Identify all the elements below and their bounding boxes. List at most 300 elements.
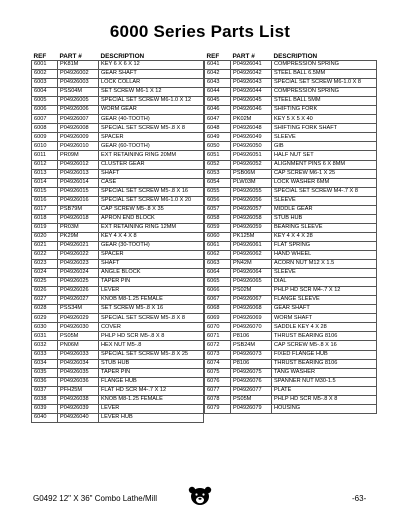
- ref-cell: 6042: [205, 70, 231, 79]
- description-cell: SHIFTING FORK SHAFT: [272, 124, 377, 133]
- ref-cell: 6003: [32, 79, 58, 88]
- ref-cell: 6078: [205, 395, 231, 404]
- ref-cell: 6011: [32, 151, 58, 160]
- part-number-cell: P04926040: [58, 413, 99, 422]
- description-cell: SPECIAL SET SCREW M6-1.0 X 8: [272, 79, 377, 88]
- part-number-cell: PN42M: [231, 260, 272, 269]
- ref-cell: 6031: [32, 332, 58, 341]
- ref-cell: 6051: [205, 151, 231, 160]
- table-row: [32, 314, 204, 323]
- part-number-cell: P04926007: [58, 115, 99, 124]
- description-cell: TAPER PIN: [99, 278, 204, 287]
- ref-cell: 6002: [32, 70, 58, 79]
- part-number-cell: P04926036: [58, 377, 99, 386]
- ref-cell: 6017: [32, 205, 58, 214]
- description-cell: PLATE: [272, 386, 377, 395]
- table-row: [32, 142, 204, 151]
- part-number-cell: P04926016: [58, 196, 99, 205]
- part-number-cell: P04926062: [231, 250, 272, 259]
- ref-cell: 6006: [32, 106, 58, 115]
- description-cell: CLUSTER GEAR: [99, 160, 204, 169]
- ref-cell: 6039: [32, 404, 58, 413]
- ref-cell: 6055: [205, 187, 231, 196]
- part-number-cell: P04926024: [58, 269, 99, 278]
- description-cell: SPECIAL SET SCREW M5-.8 X 8: [99, 314, 204, 323]
- ref-cell: 6074: [205, 359, 231, 368]
- part-number-cell: P04926030: [58, 323, 99, 332]
- table-row: [32, 305, 204, 314]
- description-cell: FIXED FLANGE HUB: [272, 350, 377, 359]
- part-number-cell: P04926029: [58, 314, 99, 323]
- table-row: [32, 350, 204, 359]
- part-number-cell: P04926075: [231, 368, 272, 377]
- table-row: [205, 88, 377, 97]
- description-cell: COMPRESSION SPRING: [272, 88, 377, 97]
- ref-cell: 6076: [205, 377, 231, 386]
- description-cell: ALIGNMENT PINS 6 X 8MM: [272, 160, 377, 169]
- description-cell: SPECIAL SET SCREW M4-.7 X 8: [272, 187, 377, 196]
- table-row: [32, 124, 204, 133]
- table-row: [205, 395, 377, 404]
- description-cell: KNOB M8-1.25 FEMALE: [99, 395, 204, 404]
- ref-cell: 6044: [205, 88, 231, 97]
- table-row: [32, 133, 204, 142]
- ref-cell: 6073: [205, 350, 231, 359]
- description-cell: KNOB M8-1.25 FEMALE: [99, 296, 204, 305]
- table-row: [205, 377, 377, 386]
- ref-cell: 6047: [205, 115, 231, 124]
- part-number-cell: PN06M: [58, 341, 99, 350]
- part-number-cell: P04926012: [58, 160, 99, 169]
- part-number-cell: P04926015: [58, 187, 99, 196]
- ref-cell: 6012: [32, 160, 58, 169]
- ref-cell: 6057: [205, 205, 231, 214]
- description-cell: SPACER: [99, 250, 204, 259]
- part-number-cell: P04926013: [58, 169, 99, 178]
- description-cell: HALF NUT SET: [272, 151, 377, 160]
- ref-cell: 6015: [32, 187, 58, 196]
- description-cell: APRON END BLOCK: [99, 214, 204, 223]
- ref-cell: 6023: [32, 260, 58, 269]
- table-row: [205, 323, 377, 332]
- ref-cell: 6001: [32, 61, 58, 70]
- ref-cell: 6040: [32, 413, 58, 422]
- description-cell: TANG WASHER: [272, 368, 377, 377]
- ref-cell: 6060: [205, 232, 231, 241]
- description-cell: STUB HUB: [272, 214, 377, 223]
- table-row: [205, 205, 377, 214]
- part-number-cell: P04926035: [58, 368, 99, 377]
- part-number-cell: P04926049: [231, 133, 272, 142]
- part-number-cell: PSS34M: [58, 305, 99, 314]
- part-number-cell: PR03M: [58, 223, 99, 232]
- description-cell: SPECIAL SET SCREW M5-.8 X 16: [99, 187, 204, 196]
- page-number: -63-: [352, 494, 367, 503]
- table-row: [205, 187, 377, 196]
- ref-cell: 6050: [205, 142, 231, 151]
- part-number-cell: P04926034: [58, 359, 99, 368]
- parts-table-left: [31, 51, 204, 423]
- ref-cell: 6067: [205, 296, 231, 305]
- table-row: [32, 395, 204, 404]
- description-cell: SHIFTING FORK: [272, 106, 377, 115]
- description-cell: SPECIAL SET SCREW M5-.8 X 8: [99, 124, 204, 133]
- table-row: [32, 341, 204, 350]
- table-row: [205, 314, 377, 323]
- part-number-cell: P04926014: [58, 178, 99, 187]
- table-header-row: [32, 51, 204, 61]
- parts-table-left-body: [32, 61, 204, 423]
- description-cell: GEAR (40-TOOTH): [99, 115, 204, 124]
- ref-cell: 6018: [32, 214, 58, 223]
- part-number-cell: P04926073: [231, 350, 272, 359]
- table-row: [205, 97, 377, 106]
- description-cell: WORM SHAFT: [272, 314, 377, 323]
- ref-cell: 6036: [32, 377, 58, 386]
- part-number-cell: P04926039: [58, 404, 99, 413]
- description-cell: CAP SCREW M5-.8 X 16: [272, 341, 377, 350]
- table-row: [32, 386, 204, 395]
- table-row: [32, 296, 204, 305]
- description-cell: SADDLE KEY 4 X 28: [272, 323, 377, 332]
- page-title: 6000 Series Parts List: [109, 22, 291, 41]
- ref-cell: 6035: [32, 368, 58, 377]
- description-cell: SHAFT: [99, 169, 204, 178]
- ref-cell: 6066: [205, 287, 231, 296]
- description-cell: SLEEVE: [272, 133, 377, 142]
- part-number-cell: P04926052: [231, 160, 272, 169]
- table-row: [32, 332, 204, 341]
- table-row: [205, 160, 377, 169]
- description-cell: ACORN NUT M12 X 1.5: [272, 260, 377, 269]
- table-row: [205, 269, 377, 278]
- part-number-cell: P04926025: [58, 278, 99, 287]
- ref-cell: 6062: [205, 250, 231, 259]
- ref-cell: 6048: [205, 124, 231, 133]
- part-number-header: PART #: [59, 52, 82, 60]
- ref-cell: 6020: [32, 232, 58, 241]
- ref-cell: 6049: [205, 133, 231, 142]
- table-row: [205, 106, 377, 115]
- table-row: [32, 269, 204, 278]
- ref-cell: 6072: [205, 341, 231, 350]
- part-number-cell: P04926048: [231, 124, 272, 133]
- table-row: [205, 124, 377, 133]
- description-cell: DIAL: [272, 278, 377, 287]
- table-row: [32, 404, 204, 413]
- table-row: [205, 79, 377, 88]
- description-cell: LEVER: [99, 404, 204, 413]
- ref-cell: 6071: [205, 332, 231, 341]
- part-number-cell: P04926041: [231, 61, 272, 70]
- part-number-cell: PSB24M: [231, 341, 272, 350]
- description-cell: KEY 4 X 4 X 8: [99, 232, 204, 241]
- description-cell: LOCK WASHER 6MM: [272, 178, 377, 187]
- part-number-cell: P04926003: [58, 79, 99, 88]
- ref-cell: 6075: [205, 368, 231, 377]
- part-number-cell: P04926070: [231, 323, 272, 332]
- table-row: [205, 332, 377, 341]
- part-number-cell: PS05M: [231, 395, 272, 404]
- description-cell: PHLP HD SCR M5-.8 X 8: [272, 395, 377, 404]
- part-number-cell: P04926059: [231, 223, 272, 232]
- table-row: [32, 151, 204, 160]
- ref-cell: 6038: [32, 395, 58, 404]
- description-cell: SLEEVE: [272, 269, 377, 278]
- ref-cell: 6004: [32, 88, 58, 97]
- footer-model: G0492 12" X 36" Combo Lathe/Mill: [33, 494, 157, 503]
- table-row: [32, 359, 204, 368]
- table-row: [205, 232, 377, 241]
- description-cell: BEARING SLEEVE: [272, 223, 377, 232]
- part-number-cell: P04926064: [231, 269, 272, 278]
- description-cell: FLAT HD SCR M4-.7 X 12: [99, 386, 204, 395]
- ref-cell: 6029: [32, 314, 58, 323]
- table-row: [32, 160, 204, 169]
- ref-cell: 6046: [205, 106, 231, 115]
- ref-cell: 6026: [32, 287, 58, 296]
- table-row: [32, 232, 204, 241]
- ref-cell: 6065: [205, 278, 231, 287]
- ref-cell: 6028: [32, 305, 58, 314]
- ref-cell: 6030: [32, 323, 58, 332]
- ref-cell: 6009: [32, 133, 58, 142]
- table-row: [32, 205, 204, 214]
- part-number-cell: P04926061: [231, 241, 272, 250]
- table-row: [32, 287, 204, 296]
- part-number-cell: P04926038: [58, 395, 99, 404]
- part-number-cell: P04926057: [231, 205, 272, 214]
- table-row: [32, 250, 204, 259]
- table-row: [32, 413, 204, 422]
- description-cell: HOUSING: [272, 404, 377, 413]
- part-number-cell: P04926010: [58, 142, 99, 151]
- ref-cell: 6063: [205, 260, 231, 269]
- part-number-cell: P04926068: [231, 305, 272, 314]
- description-cell: ANGLE BLOCK: [99, 269, 204, 278]
- part-number-cell: P04926026: [58, 287, 99, 296]
- table-row: [205, 386, 377, 395]
- description-cell: KEY 4 X 4 X 28: [272, 232, 377, 241]
- part-number-cell: P04926042: [231, 70, 272, 79]
- description-cell: STEEL BALL 5MM: [272, 97, 377, 106]
- ref-cell: 6053: [205, 169, 231, 178]
- description-header: DESCRIPTION: [273, 52, 318, 60]
- description-cell: MIDDLE GEAR: [272, 205, 377, 214]
- description-cell: SET SCREW M6-1 X 12: [99, 88, 204, 97]
- part-number-cell: P04926067: [231, 296, 272, 305]
- part-number-cell: P04926045: [231, 97, 272, 106]
- table-row: [205, 196, 377, 205]
- table-row: [32, 323, 204, 332]
- part-number-header: PART #: [232, 52, 255, 60]
- description-cell: SLEEVE: [272, 196, 377, 205]
- table-row: [32, 79, 204, 88]
- part-number-cell: PK81M: [58, 61, 99, 70]
- parts-table-right: [204, 51, 377, 414]
- description-cell: KEY 5 X 5 X 40: [272, 115, 377, 124]
- ref-cell: 6016: [32, 196, 58, 205]
- table-row: [32, 169, 204, 178]
- ref-cell: 6008: [32, 124, 58, 133]
- description-cell: CAP SCREW M5-.8 X 35: [99, 205, 204, 214]
- table-row: [32, 223, 204, 232]
- description-cell: SPECIAL SET SCREW M6-1.0 X 12: [99, 97, 204, 106]
- description-cell: SET SCREW M5-.8 X 16: [99, 305, 204, 314]
- description-cell: PHLP HD SCR M4-.7 X 12: [272, 287, 377, 296]
- ref-cell: 6068: [205, 305, 231, 314]
- table-row: [205, 350, 377, 359]
- description-cell: SPECIAL SET SCREW M6-1.0 X 20: [99, 196, 204, 205]
- part-number-cell: P04926044: [231, 88, 272, 97]
- description-cell: SPECIAL SET SCREW M5-.8 X 25: [99, 350, 204, 359]
- description-cell: STEEL BALL 6.5MM: [272, 70, 377, 79]
- part-number-cell: P04926033: [58, 350, 99, 359]
- table-row: [205, 241, 377, 250]
- table-row: [205, 404, 377, 413]
- description-cell: FLAT SPRING: [272, 241, 377, 250]
- part-number-cell: PS05M: [58, 332, 99, 341]
- table-row: [205, 368, 377, 377]
- part-number-cell: PLW03M: [231, 178, 272, 187]
- table-row: [205, 115, 377, 124]
- ref-cell: 6005: [32, 97, 58, 106]
- table-row: [205, 142, 377, 151]
- description-cell: THRUST BEARING 8106: [272, 359, 377, 368]
- part-number-cell: PS02M: [231, 287, 272, 296]
- table-row: [32, 377, 204, 386]
- table-row: [205, 278, 377, 287]
- description-cell: KEY 6 X 6 X 12: [99, 61, 204, 70]
- description-cell: WORM GEAR: [99, 106, 204, 115]
- table-row: [32, 115, 204, 124]
- table-row: [205, 260, 377, 269]
- part-number-cell: P04926021: [58, 241, 99, 250]
- bear-head-icon: [187, 486, 213, 506]
- description-cell: GEAR (60-TOOTH): [99, 142, 204, 151]
- ref-header: REF: [206, 52, 220, 60]
- description-cell: CAP SCREW M6-1 X 25: [272, 169, 377, 178]
- part-number-cell: P04926046: [231, 106, 272, 115]
- ref-cell: 6021: [32, 241, 58, 250]
- table-row: [205, 250, 377, 259]
- table-row: [205, 178, 377, 187]
- ref-cell: 6061: [205, 241, 231, 250]
- description-cell: TAPER PIN: [99, 368, 204, 377]
- part-number-cell: P04926002: [58, 70, 99, 79]
- table-row: [32, 368, 204, 377]
- description-cell: GEAR SHAFT: [272, 305, 377, 314]
- ref-cell: 6027: [32, 296, 58, 305]
- ref-cell: 6058: [205, 214, 231, 223]
- table-row: [205, 151, 377, 160]
- part-number-cell: P04926051: [231, 151, 272, 160]
- part-number-cell: P04926056: [231, 196, 272, 205]
- part-number-cell: P04926069: [231, 314, 272, 323]
- description-cell: COVER: [99, 323, 204, 332]
- table-row: [205, 61, 377, 70]
- description-cell: SHAFT: [99, 260, 204, 269]
- ref-cell: 6025: [32, 278, 58, 287]
- description-cell: SPANNER NUT M30-1.5: [272, 377, 377, 386]
- part-number-cell: P04926009: [58, 133, 99, 142]
- table-row: [32, 70, 204, 79]
- part-number-cell: P04926079: [231, 404, 272, 413]
- ref-cell: 6079: [205, 404, 231, 413]
- part-number-cell: P04926058: [231, 214, 272, 223]
- description-cell: SPACER: [99, 133, 204, 142]
- part-number-cell: PSB79M: [58, 205, 99, 214]
- part-number-cell: PFH25M: [58, 386, 99, 395]
- table-row: [32, 260, 204, 269]
- table-row: [205, 214, 377, 223]
- description-cell: GEAR (30-TOOTH): [99, 241, 204, 250]
- part-number-cell: PR09M: [58, 151, 99, 160]
- ref-cell: 6043: [205, 79, 231, 88]
- table-row: [32, 88, 204, 97]
- ref-cell: 6052: [205, 160, 231, 169]
- ref-cell: 6022: [32, 250, 58, 259]
- description-cell: CASE: [99, 178, 204, 187]
- part-number-cell: P04926055: [231, 187, 272, 196]
- part-number-cell: PK02M: [231, 115, 272, 124]
- description-cell: EXT RETAINING RING 20MM: [99, 151, 204, 160]
- part-number-cell: P8106: [231, 332, 272, 341]
- part-number-cell: PK125M: [231, 232, 272, 241]
- table-row: [32, 187, 204, 196]
- description-cell: HAND WHEEL: [272, 250, 377, 259]
- description-cell: EXT RETAINING RING 12MM: [99, 223, 204, 232]
- description-cell: LEVER HUB: [99, 413, 204, 422]
- description-cell: HEX NUT M5-.8: [99, 341, 204, 350]
- ref-cell: 6064: [205, 269, 231, 278]
- ref-cell: 6013: [32, 169, 58, 178]
- table-row: [205, 305, 377, 314]
- ref-cell: 6054: [205, 178, 231, 187]
- table-row: [205, 169, 377, 178]
- ref-header: REF: [33, 52, 47, 60]
- table-row: [205, 223, 377, 232]
- description-cell: COMPRESSION SPRING: [272, 61, 377, 70]
- parts-table-right-body: [205, 61, 377, 414]
- description-header: DESCRIPTION: [100, 52, 145, 60]
- description-cell: GIB: [272, 142, 377, 151]
- table-row: [205, 296, 377, 305]
- ref-cell: 6041: [205, 61, 231, 70]
- table-row: [205, 359, 377, 368]
- part-number-cell: P04926076: [231, 377, 272, 386]
- ref-cell: 6077: [205, 386, 231, 395]
- ref-cell: 6045: [205, 97, 231, 106]
- table-row: [205, 133, 377, 142]
- description-cell: FLANGE SLEEVE: [272, 296, 377, 305]
- part-number-cell: P04926023: [58, 260, 99, 269]
- table-row: [32, 241, 204, 250]
- table-row: [32, 97, 204, 106]
- part-number-cell: P04926043: [231, 79, 272, 88]
- ref-cell: 6010: [32, 142, 58, 151]
- description-cell: LEVER: [99, 287, 204, 296]
- part-number-cell: P04926065: [231, 278, 272, 287]
- description-cell: LOCK COLLAR: [99, 79, 204, 88]
- part-number-cell: P04926008: [58, 124, 99, 133]
- table-row: [32, 278, 204, 287]
- ref-cell: 6059: [205, 223, 231, 232]
- table-header-row: [205, 51, 377, 61]
- ref-cell: 6069: [205, 314, 231, 323]
- ref-cell: 6032: [32, 341, 58, 350]
- part-number-cell: P04926050: [231, 142, 272, 151]
